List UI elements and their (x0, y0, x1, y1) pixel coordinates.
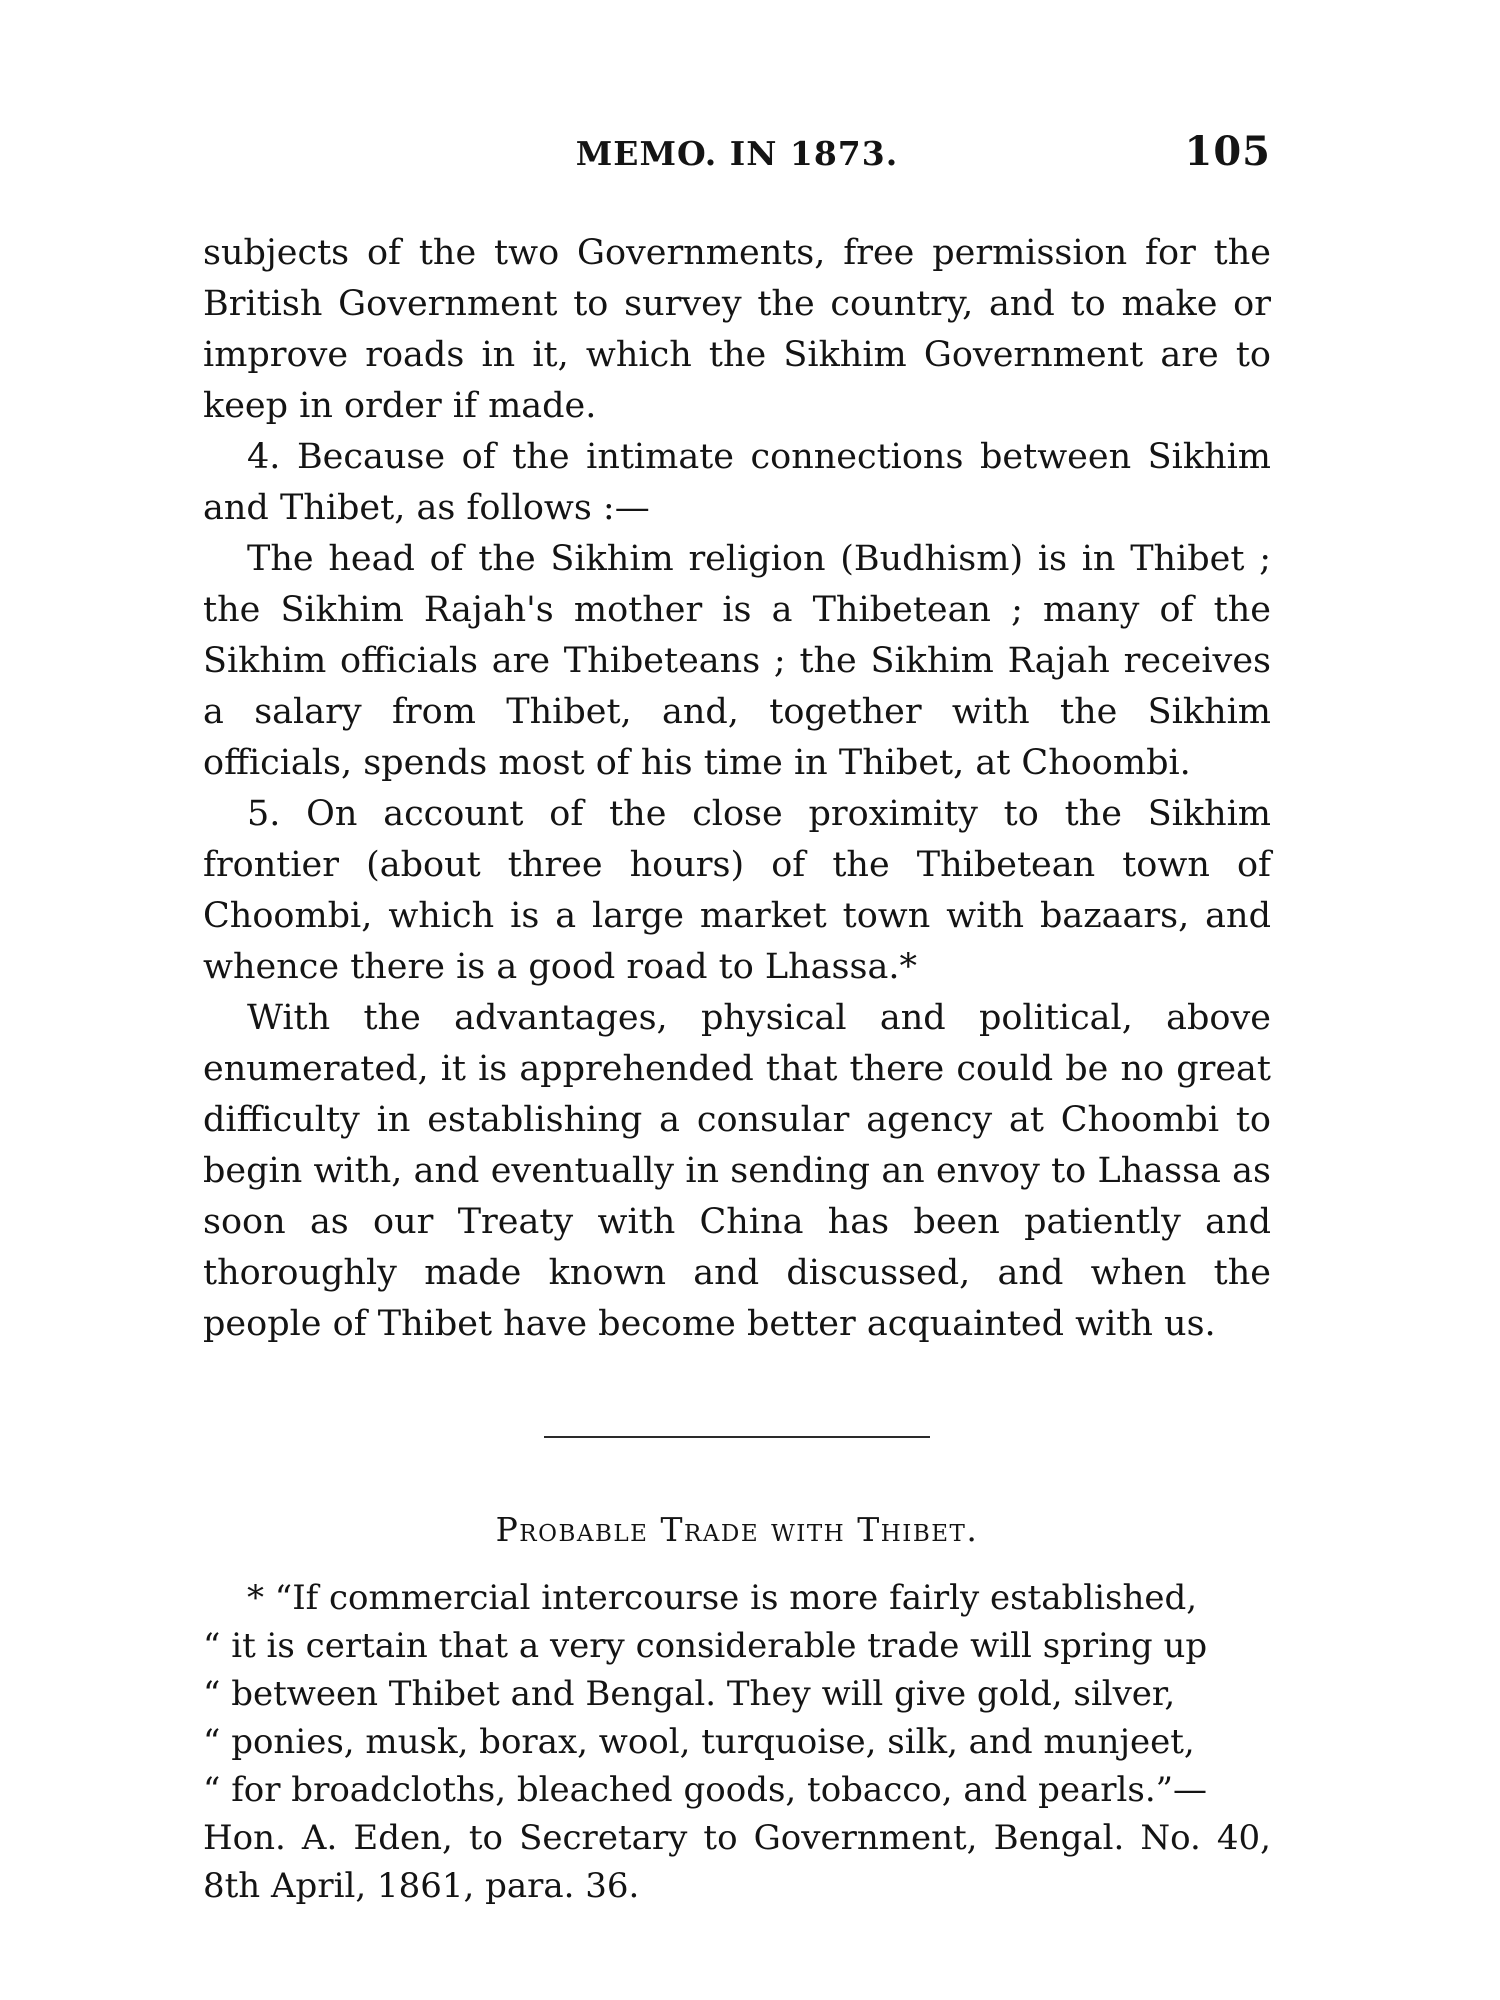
footnote-quote (203, 1574, 1271, 1814)
body-text (203, 228, 1271, 1350)
footnote (203, 1574, 1271, 1910)
footnote-line: “ ponies, musk, borax, wool, turquoise, silk, and munjeet, (203, 1722, 1195, 1762)
footnote-line: “ for broadcloths, bleached goods, tobacco, and pearls.”— (203, 1770, 1208, 1810)
footnote-line: “ between Thibet and Bengal. They will give gold, silver, (203, 1674, 1176, 1714)
section-divider (544, 1436, 930, 1438)
section-title: Probable Trade with Thibet. (495, 1510, 979, 1549)
running-head (203, 128, 1271, 188)
paragraph-point-4: 4. Because of the intimate connections between Sikhim and Thibet, as follows :— (203, 437, 1271, 528)
footnote-line: * “If commercial intercourse is more fairly established, (247, 1578, 1198, 1618)
footnote-citation: Hon. A. Eden, to Secretary to Government, Bengal. No. 40, 8th April, 1861, para. 36. (203, 1818, 1271, 1906)
paragraph-religion: The head of the Sikhim religion (Budhism) is in Thibet ; the Sikhim Rajah's mother is a Thibetean ; many of the Sikhim officials are Thibeteans ; the Sikhim Rajah receives a salary from Thibet, and, together with the Sikhim officials, spends most of his time in Thibet, at Choombi. (203, 539, 1271, 783)
running-title: MEMO. IN 1873. (575, 134, 899, 173)
paragraph-point-5: 5. On account of the close proximity to the Sikhim frontier (about three hours) of the Thibetean town of Choombi, which is a large market town with bazaars, and whence there is a good road to Lhassa.* (203, 794, 1271, 987)
paragraph-conclusion: With the advantages, physical and political, above enumerated, it is apprehended that there could be no great difficulty in establishing a consular agency at Choombi to begin with, and eventually in sending an envoy to Lhassa as soon as our Treaty with China has been patiently and thoroughly made known and discussed, and when the people of Thibet have become better acquainted with us. (203, 998, 1271, 1344)
paragraph-continuation: subjects of the two Governments, free permission for the British Government to survey the country, and to make or improve roads in it, which the Sikhim Government are to keep in order if made. (203, 233, 1271, 426)
page-number: 105 (1184, 128, 1271, 175)
footnote-line: “ it is certain that a very considerable trade will spring up (203, 1626, 1208, 1666)
